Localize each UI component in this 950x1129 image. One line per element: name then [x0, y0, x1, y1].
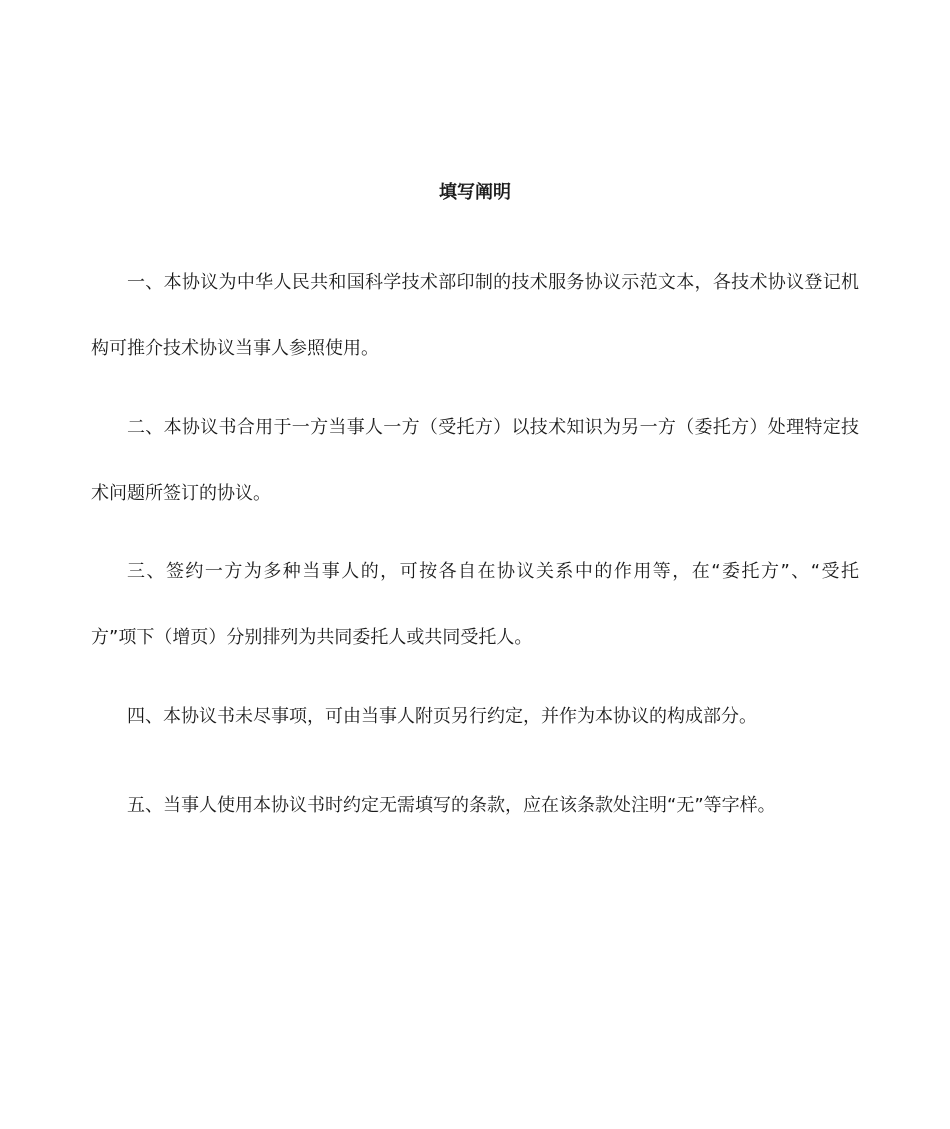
instruction-paragraph-5 — [91, 794, 859, 818]
paragraph-line: 五、当事人使用本协议书时约定无需填写的条款，应在该条款处注明“无”等字样。 — [127, 795, 776, 816]
paragraph-line: 三、签约一方为多种当事人的，可按各自在协议关系中的作用等，在“委托方”、“受托 — [127, 561, 859, 582]
instruction-paragraph-3 — [91, 560, 859, 650]
instruction-paragraph-1 — [91, 271, 859, 361]
paragraph-line: 四、本协议书未尽事项，可由当事人附页另行约定，并作为本协议的构成部分。 — [127, 706, 757, 727]
page-title: 填写阐明 — [439, 182, 511, 203]
paragraph-line: 构可推介技术协议当事人参照使用。 — [91, 338, 379, 359]
paragraph-line: 术问题所签订的协议。 — [91, 483, 271, 504]
paragraph-line: 一、本协议为中华人民共和国科学技术部印制的技术服务协议示范文本，各技术协议登记机 — [127, 272, 859, 293]
paragraph-line: 二、本协议书合用于一方当事人一方（受托方）以技术知识为另一方（委托方）处理特定技 — [127, 417, 859, 438]
paragraph-line: 方”项下（增页）分别排列为共同委托人或共同受托人。 — [91, 627, 533, 648]
instruction-paragraph-2 — [91, 416, 859, 506]
instruction-paragraph-4 — [91, 705, 859, 729]
